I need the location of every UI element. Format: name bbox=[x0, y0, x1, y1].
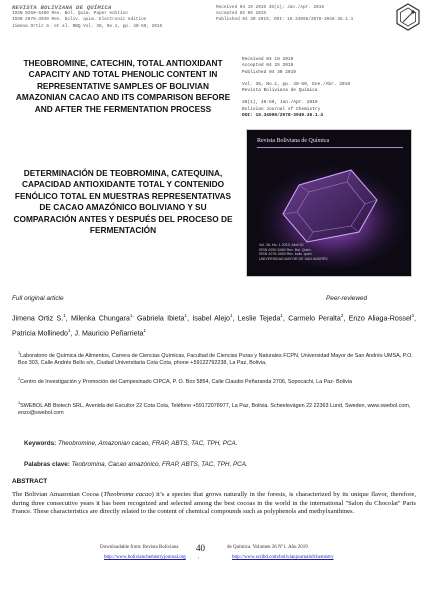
article-type: Full original article bbox=[12, 295, 64, 302]
info-accepted: Accepted 04 25 2019 bbox=[242, 63, 294, 69]
author-affiliation-number: 3 bbox=[411, 313, 414, 318]
info-journal-en: Bolivian Journal of Chemistry bbox=[242, 106, 321, 112]
footer-download-text: Downloadable from: Revista Boliviana bbox=[100, 545, 179, 550]
author-name: Jimena Ortiz S. bbox=[12, 314, 64, 323]
info-doi: DOI: 10.34098/2078-3949.36.1.4 bbox=[242, 113, 324, 119]
info-received: Received 04 19 2019 bbox=[242, 57, 294, 62]
journal-header bbox=[12, 5, 217, 30]
affiliation-3 bbox=[18, 400, 418, 418]
affiliation-text: SWEBOL AB Biotech SRL. Avenida del Escultor 22 Cota Cota, Teléfono +59172078977, La Paz, Bolivia. Scheelevägen 22 22363 Lund, Sweden, www.swebol.com, enzo@swebol.com bbox=[18, 402, 411, 417]
article-title-spanish: DETERMINACIÓN DE TEOBROMINA, CATEQUINA, CAPACIDAD ANTIOXIDANTE TOTAL Y CONTENIDO FENÓLICO TOTAL EN MUESTRAS REPRESENTATIVAS DE CACAO AMAZÓNICO BOLIVIANO Y SU COMPARACIÓN ANTES Y DESPUÉS DEL PROCESO DE FERMENTACIÓN bbox=[13, 168, 233, 236]
affiliation-number: 2 bbox=[18, 377, 21, 381]
author-separator: , bbox=[414, 314, 416, 323]
author-list bbox=[12, 310, 416, 339]
author-name: Patricia Mollinedo bbox=[12, 328, 68, 337]
author-affiliation-number: 1 bbox=[68, 327, 71, 333]
abstract-heading: ABSTRACT bbox=[12, 478, 48, 485]
author-separator: , bbox=[70, 328, 75, 337]
cover-divider bbox=[257, 147, 403, 148]
info-volume-en: 36(1), 40-50, Jan./Apr. 2019 bbox=[242, 100, 318, 106]
accepted-date: Accepted 02 06 2019 bbox=[216, 11, 267, 17]
author-affiliation-number: 1 bbox=[229, 313, 233, 318]
journal-website-link[interactable]: http://www.bolivianchemistryjournal.org bbox=[104, 555, 186, 560]
palabras-clave-label: Palabras clave: bbox=[24, 461, 70, 468]
author-name: Leslie Tejeda bbox=[237, 314, 281, 323]
cover-volume-line: UNIVERSIDAD MAYOR DE SAN ANDRÉS bbox=[259, 256, 328, 261]
info-published: Published 04 30 2019 bbox=[242, 69, 297, 75]
author-affiliation-number: 1 bbox=[63, 313, 66, 318]
peer-reviewed-label: Peer-reviewed bbox=[326, 295, 368, 302]
published-date: Published 04 30 2019; DOI: 10.34098/2078-3949.36.1.4 bbox=[216, 17, 354, 23]
author-separator: , bbox=[187, 314, 193, 323]
author-affiliation-number: 1 bbox=[280, 313, 283, 318]
author-separator: , bbox=[343, 314, 349, 323]
cover-title: Revista Boliviana de Química bbox=[257, 138, 330, 144]
author-name: J. Mauricio Peñarrieta bbox=[74, 328, 144, 337]
info-volume: Vol. 36, No.1, pp. 40-50, Ene./Abr. 2019 bbox=[242, 81, 351, 87]
author-name: Carmelo Peralta bbox=[288, 314, 341, 323]
author-separator: , bbox=[65, 314, 71, 323]
page-number: 40 bbox=[196, 543, 205, 553]
author-name: Gabriela Ibieta bbox=[137, 314, 185, 323]
footer-separator: , bbox=[198, 555, 200, 560]
author-affiliation-number: 2 bbox=[340, 313, 344, 318]
affiliation-text: Centro de Investigación y Promoción del Campesinado CIPCA, P. O. Box 5854, Calle Claudio Peñaranda 2706, Sopocachi, La Paz- Bolivia bbox=[20, 378, 353, 385]
keywords-label: Keywords: bbox=[24, 440, 57, 447]
journal-logo-icon bbox=[394, 3, 422, 31]
journal-cover-image bbox=[246, 129, 412, 277]
author-affiliation-number: 1, bbox=[129, 313, 134, 318]
cover-volume-line: ISSN 0250-5460 Rev. Bol. Quim. bbox=[259, 247, 312, 252]
author-separator: , bbox=[232, 314, 238, 323]
cover-volume-line: Vol. 36, No. 1 2019, Abril 30 bbox=[259, 243, 304, 247]
issn-paper: ISSN 0250-5460 Rev. Bol. Quim. Paper edition bbox=[12, 11, 128, 17]
received-date: Received 04 19 2019 36(1); Jan./Apr. 2019 bbox=[216, 5, 325, 10]
keywords-line bbox=[24, 440, 237, 447]
affiliation-number: 1 bbox=[18, 351, 21, 355]
affiliation-text: Laboratorio de Química de Alimentos, Carrera de Ciencias Químicas, Facultad de Ciencias Puras y Naturales FCPN, Universidad Mayor de San Andrés UMSA, P.O. Box 303, Calle Andrés Bello s/n, Ciudad Universitaria Cota Cota, phone +59122792238, La Paz, Bolivia, bbox=[18, 352, 413, 367]
citation: Jimena Ortiz S. et al. RBQ Vol. 36, No.1, pp. 40-50, 2019 bbox=[12, 23, 163, 29]
affiliation-1 bbox=[18, 350, 418, 368]
footer-journal-text: de Química. Volumen 36 Nº1. Año 2019 bbox=[227, 545, 308, 550]
palabras-clave-line bbox=[24, 461, 248, 468]
palabras-clave-text: Teobromina, Cacao amazónico, FRAP, ABTS, TAC, TPH, PCA. bbox=[71, 461, 248, 468]
journal-name: REVISTA BOLIVIANA DE QUÍMICA bbox=[12, 4, 112, 11]
issn-electronic: ISSN 2078-3949 Rev. boliv. quim. Electronic edition bbox=[12, 17, 147, 23]
author-affiliation-number: 1 bbox=[184, 313, 188, 318]
affiliation-2 bbox=[18, 376, 418, 386]
author-name: Isabel Alejo bbox=[192, 314, 230, 323]
abstract-part: The Bolivian Amazonian Cocoa ( bbox=[12, 491, 104, 498]
article-info-box bbox=[242, 57, 414, 119]
article-title-english: THEOBROMINE, CATECHIN, TOTAL ANTIOXIDANT CAPACITY AND TOTAL PHENOLIC CONTENT IN REPRESENTATIVE SAMPLES OF BOLIVIAN AMAZONIAN CACAO AND ITS COMPARISON BEFORE AND AFTER THE FERMENTATION PROCESS bbox=[15, 58, 231, 114]
dates-header bbox=[216, 5, 386, 24]
abstract-text bbox=[12, 491, 416, 517]
author-separator: , bbox=[282, 314, 289, 323]
cover-volume-line: ISSN 2078-3949 Rev. boliv. quim. bbox=[259, 252, 313, 257]
cover-volume-text bbox=[259, 243, 328, 261]
scribd-link[interactable]: http://www.scribd.com/bolivianjournalofchemistry bbox=[232, 555, 334, 560]
author-name: Enzo Aliaga-Rossel bbox=[348, 314, 412, 323]
keywords-text: Theobromine, Amazonian cacao, FRAP, ABTS, TAC, TPH, PCA. bbox=[57, 440, 238, 447]
abstract-species: Theobroma cacao bbox=[103, 491, 152, 498]
author-affiliation-number: 1 bbox=[143, 327, 146, 333]
author-name: Milenka Chungara bbox=[71, 314, 130, 323]
abstract-part: ) it’s a species that grows naturally in the forests, is characterized by its unique flavor, therefore, during three consecutive years it has been recognized and selected among the best cocoas in the world in the international "Salon du Chocolat" Paris France. These characteristics are directly related to the content of chemical compounds such as polyphenols and methylxanthines. bbox=[12, 491, 416, 516]
affiliation-number: 3 bbox=[18, 401, 21, 405]
info-journal-es: Revista Boliviana de Química bbox=[242, 88, 318, 94]
